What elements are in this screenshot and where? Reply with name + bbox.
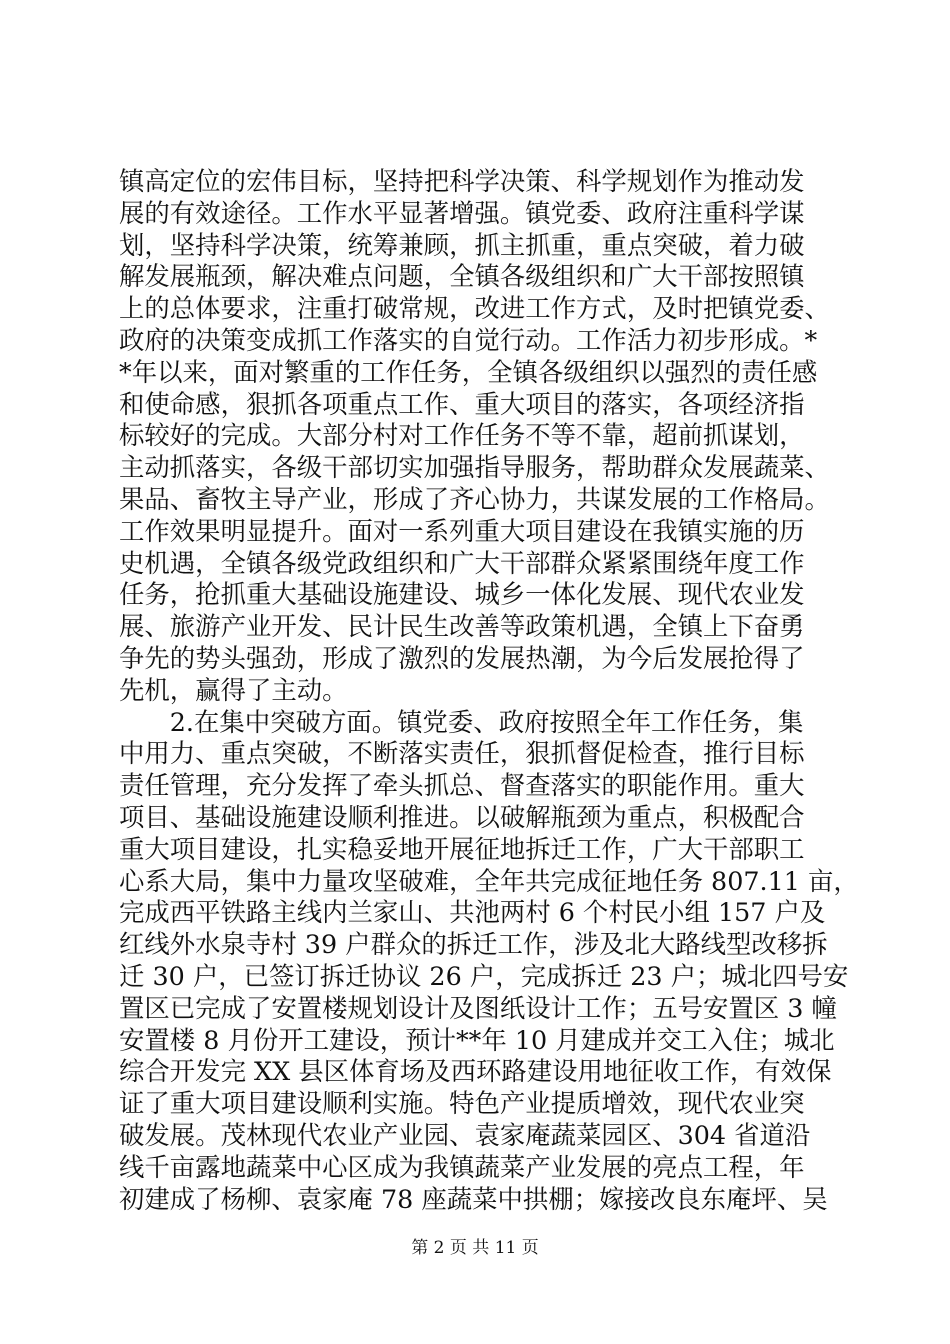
text-line: 迁 30 户，已签订拆迁协议 26 户，完成拆迁 23 户；城北四号安 [119, 960, 849, 991]
text-line: *年以来，面对繁重的工作任务，全镇各级组织以强烈的责任感 [119, 356, 818, 387]
text-line: 完成西平铁路主线内兰家山、共池两村 6 个村民小组 157 户及 [119, 897, 826, 928]
text-line: 和使命感，狠抓各项重点工作、重大项目的落实，各项经济指 [119, 388, 805, 419]
text-line: 任务，抢抓重大基础设施建设、城乡一体化发展、现代农业发 [119, 579, 805, 610]
document-body [119, 166, 859, 1215]
text-line: 红线外水泉寺村 39 户群众的拆迁工作，涉及北大路线型改移拆 [119, 929, 828, 960]
text-line: 线千亩露地蔬菜中心区成为我镇蔬菜产业发展的亮点工程，年 [119, 1151, 805, 1182]
text-line: 标较好的完成。大部分村对工作任务不等不靠，超前抓谋划， [119, 420, 805, 451]
text-line: 中用力、重点突破，不断落实责任，狠抓督促检查，推行目标 [119, 738, 805, 769]
text-line: 证了重大项目建设顺利实施。特色产业提质增效，现代农业突 [119, 1088, 805, 1119]
text-line: 镇高定位的宏伟目标，坚持把科学决策、科学规划作为推动发 [119, 166, 805, 196]
page-footer: 第 2 页 共 11 页 [411, 1238, 539, 1258]
text-line: 责任管理，充分发挥了牵头抓总、督查落实的职能作用。重大 [119, 770, 805, 801]
text-line: 心系大局，集中力量攻坚破难，全年共完成征地任务 807.11 亩， [119, 865, 859, 896]
text-line: 先机，赢得了主动。 [119, 674, 348, 705]
text-line: 2.在集中突破方面。镇党委、政府按照全年工作任务，集 [119, 706, 804, 737]
text-line: 安置楼 8 月份开工建设，预计**年 10 月建成并交工入住；城北 [119, 1024, 835, 1055]
text-line: 重大项目建设，扎实稳妥地开展征地拆迁工作，广大干部职工 [119, 833, 805, 864]
text-line: 争先的势头强劲，形成了激烈的发展热潮，为今后发展抢得了 [119, 642, 805, 673]
text-line: 上的总体要求，注重打破常规，改进工作方式，及时把镇党委、 [119, 293, 830, 324]
text-line: 综合开发完 XX 县区体育场及西环路建设用地征收工作，有效保 [119, 1056, 832, 1087]
text-line: 果品、畜牧主导产业，形成了齐心协力，共谋发展的工作格局。 [119, 483, 830, 514]
text-line: 主动抓落实，各级干部切实加强指导服务，帮助群众发展蔬菜、 [119, 452, 830, 483]
text-line: 政府的决策变成抓工作落实的自觉行动。工作活力初步形成。* [119, 324, 818, 355]
text-line: 解发展瓶颈，解决难点问题，全镇各级组织和广大干部按照镇 [119, 261, 805, 292]
text-line: 项目、基础设施建设顺利推进。以破解瓶颈为重点，积极配合 [119, 801, 805, 832]
text-line: 初建成了杨柳、袁家庵 78 座蔬菜中拱棚；嫁接改良东庵坪、吴 [119, 1183, 828, 1214]
text-line: 破发展。茂林现代农业产业园、袁家庵蔬菜园区、304 省道沿 [119, 1119, 811, 1150]
text-line: 史机遇，全镇各级党政组织和广大干部群众紧紧围绕年度工作 [119, 547, 805, 578]
text-line: 置区已完成了安置楼规划设计及图纸设计工作；五号安置区 3 幢 [119, 992, 837, 1023]
text-line: 展、旅游产业开发、民计民生改善等政策机遇，全镇上下奋勇 [119, 611, 805, 642]
text-line: 工作效果明显提升。面对一系列重大项目建设在我镇实施的历 [119, 515, 805, 546]
text-line: 展的有效途径。工作水平显著增强。镇党委、政府注重科学谋 [119, 197, 805, 228]
text-line: 划，坚持科学决策，统筹兼顾，抓主抓重，重点突破，着力破 [119, 229, 805, 260]
